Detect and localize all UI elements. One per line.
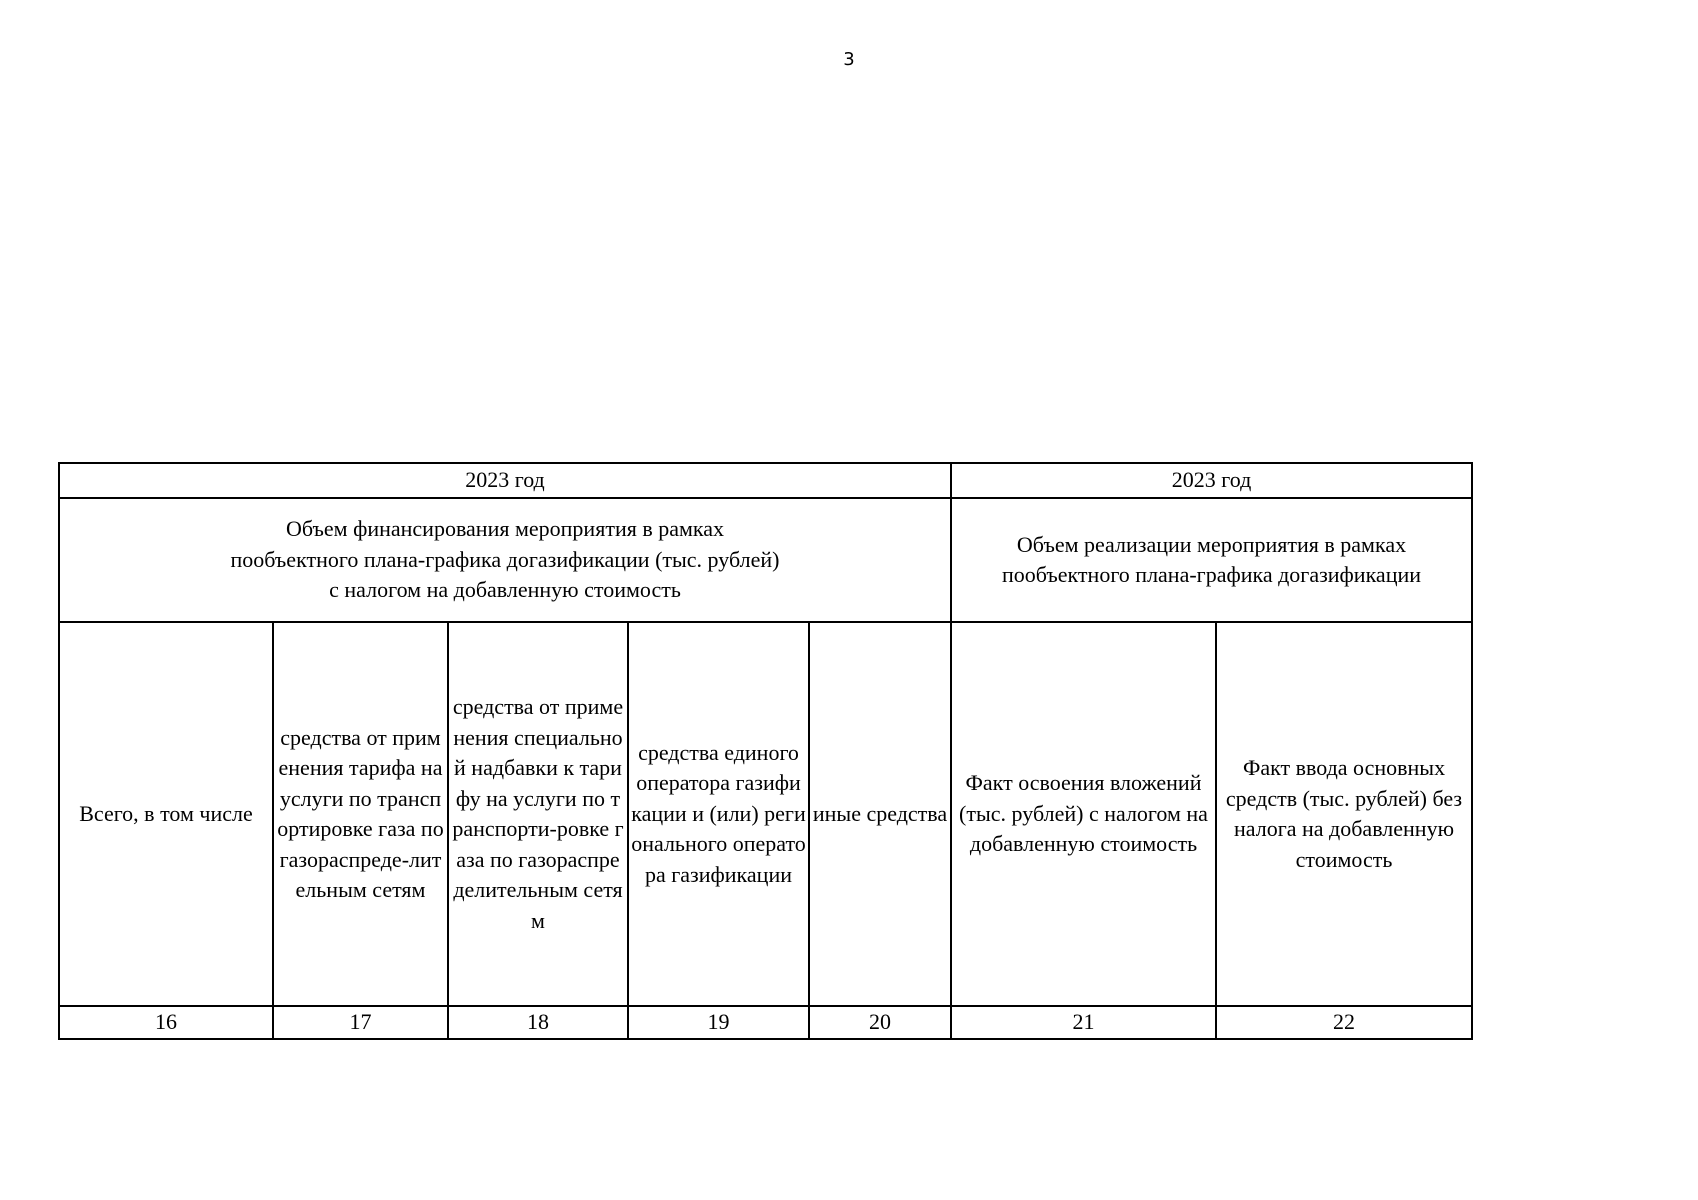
financing-volume-header: Объем финансирования мероприятия в рамках пообъектного плана-графика догазификации (тыс. рублей) с налогом на добавленную стоимость	[59, 498, 951, 622]
column-number: 16	[59, 1006, 273, 1039]
column-number: 20	[809, 1006, 951, 1039]
column-header-operator-funds: средства единого оператора газификации и (или) регионального оператора газификации	[628, 622, 809, 1006]
column-number: 18	[448, 1006, 628, 1039]
column-header-investment-fact: Факт освоения вложений (тыс. рублей) с налогом на добавленную стоимость	[951, 622, 1216, 1006]
column-header-tariff-funds: средства от применения тарифа на услуги по транспортировке газа по газораспреде-лительным сетям	[273, 622, 448, 1006]
column-numbers-row	[59, 1006, 1472, 1039]
group-header-row	[59, 498, 1472, 622]
column-header-row	[59, 622, 1472, 1006]
column-header-other-funds: иные средства	[809, 622, 951, 1006]
realization-volume-header: Объем реализации мероприятия в рамках пообъектного плана-графика догазификации	[951, 498, 1472, 622]
column-header-total: Всего, в том числе	[59, 622, 273, 1006]
financing-table	[58, 462, 1473, 1040]
column-header-surcharge-funds: средства от применения специальной надбавки к тарифу на услуги по транспорти-ровке газа по газораспределительным сетям	[448, 622, 628, 1006]
year-left-cell: 2023 год	[59, 463, 951, 498]
page-number: 3	[843, 49, 855, 70]
column-number: 19	[628, 1006, 809, 1039]
column-header-fixed-assets-fact: Факт ввода основных средств (тыс. рублей) без налога на добавленную стоимость	[1216, 622, 1472, 1006]
column-number: 22	[1216, 1006, 1472, 1039]
year-right-cell: 2023 год	[951, 463, 1472, 498]
year-header-row	[59, 463, 1472, 498]
column-number: 21	[951, 1006, 1216, 1039]
column-number: 17	[273, 1006, 448, 1039]
